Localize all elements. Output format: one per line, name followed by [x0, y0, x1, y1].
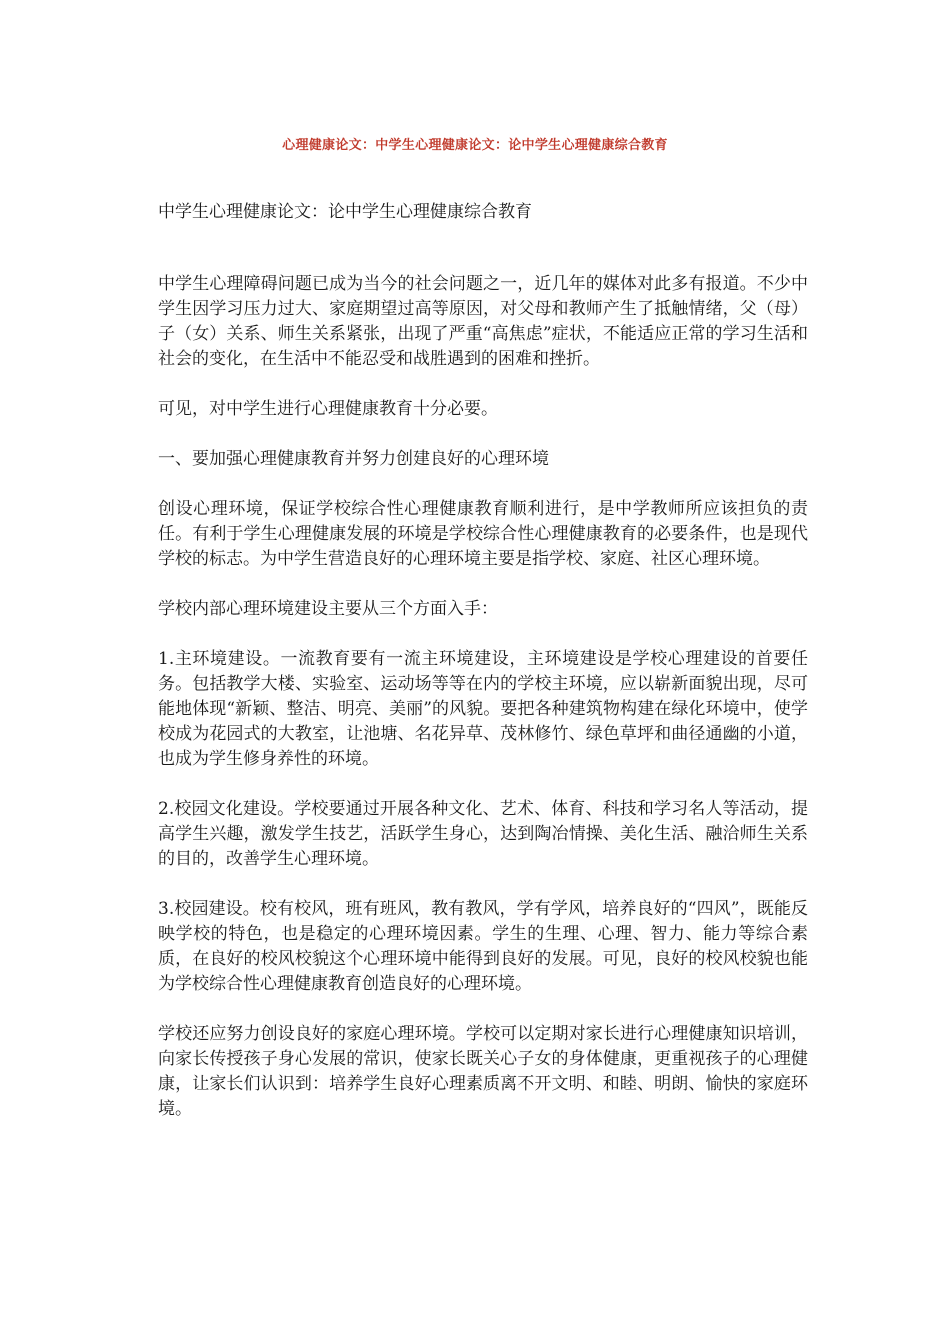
document-heading: 中学生心理健康论文：论中学生心理健康综合教育: [158, 202, 532, 222]
paragraph-intro: 中学生心理障碍问题已成为当今的社会问题之一，近几年的媒体对此多有报道。不少中学生因学习压力过大、家庭期望过高等原因，对父母和教师产生了抵触情绪，父（母）子（女）关系、师生关系紧张，出现了严重“高焦虑”症状，不能适应正常的学习生活和社会的变化，在生活中不能忍受和战胜遇到的困难和挫折。: [158, 274, 808, 369]
paragraph-family: 学校还应努力创设良好的家庭心理环境。学校可以定期对家长进行心理健康知识培训，向家长传授孩子身心发展的常识，使家长既关心子女的身体健康，更重视孩子的心理健康，让家长们认识到：培养学生良好心理素质离不开文明、和睦、明朗、愉快的家庭环境。: [158, 1024, 808, 1119]
paragraph-environment: 创设心理环境，保证学校综合性心理健康教育顺利进行，是中学教师所应该担负的责任。有利于学生心理健康发展的环境是学校综合性心理健康教育的必要条件，也是现代学校的标志。为中学生营造良好的心理环境主要是指学校、家庭、社区心理环境。: [158, 499, 808, 569]
list-item-1: 1.主环境建设。一流教育要有一流主环境建设，主环境建设是学校心理建设的首要任务。包括教学大楼、实验室、运动场等等在内的学校主环境，应以崭新面貌出现，尽可能地体现“新颖、整洁、明亮、美丽”的风貌。要把各种建筑物构建在绿化环境中，使学校成为花园式的大教室，让池塘、名花异草、茂林修竹、绿色草坪和曲径通幽的小道，也成为学生修身养性的环境。: [158, 649, 808, 769]
document-body: [158, 200, 808, 1147]
list-item-2: 2.校园文化建设。学校要通过开展各种文化、艺术、体育、科技和学习名人等活动，提高学生兴趣，激发学生技艺，活跃学生身心，达到陶冶情操、美化生活、融洽师生关系的目的，改善学生心理环境。: [158, 799, 808, 869]
paragraph-conclusion: 可见，对中学生进行心理健康教育十分必要。: [158, 399, 498, 419]
paragraph-school-internal: 学校内部心理环境建设主要从三个方面入手：: [158, 599, 498, 619]
list-item-3: 3.校园建设。校有校风，班有班风，教有教风，学有学风，培养良好的“四风”，既能反映学校的特色，也是稳定的心理环境因素。学生的生理、心理、智力、能力等综合素质，在良好的校风校貌这个心理环境中能得到良好的发展。可见，良好的校风校貌也能为学校综合性心理健康教育创造良好的心理环境。: [158, 899, 808, 994]
section-heading-1: 一、要加强心理健康教育并努力创建良好的心理环境: [158, 449, 549, 469]
page-header-title: 心理健康论文：中学生心理健康论文：论中学生心理健康综合教育: [282, 138, 668, 153]
